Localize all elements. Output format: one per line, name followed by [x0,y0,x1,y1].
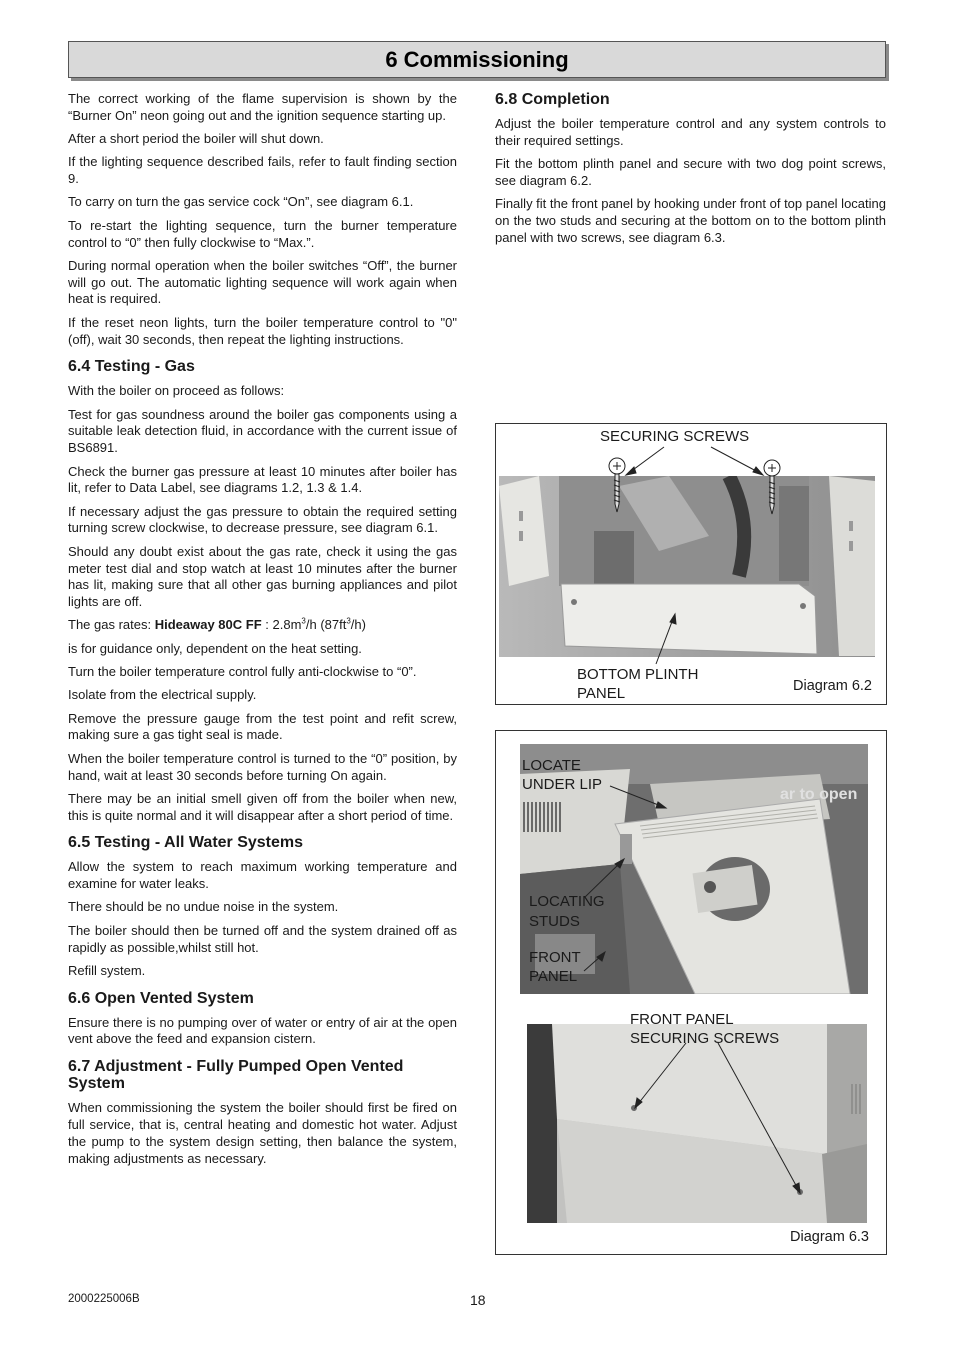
photo-overlay-text: ar to open [780,786,858,803]
paragraph: The boiler should then be turned off and the system drained off as rapidly as possible,whilst still hot. [68,922,457,955]
document-code: 2000225006B [68,1293,140,1305]
label-securing-screws: SECURING SCREWS [600,428,750,445]
screw-icon [609,458,625,512]
label-securing-screws: SECURING SCREWS [630,1030,780,1047]
model-name: Hideaway 80C FF [154,617,262,633]
heading-testing-water: 6.5 Testing - All Water Systems [68,834,304,852]
superscript: 3 [301,617,306,627]
leader-line [584,786,800,1193]
paragraph: Turn the boiler temperature control fully anti-clockwise to “0”. [68,664,417,680]
paragraph: When commissioning the system the boiler should first be fired on full service, that is, central heating and domestic hot water. Adjust the pump to the system design setting, then balance the system, making adjustments as necessary. [68,1100,457,1166]
left-column [68,91,457,1174]
diagram-6-3-callouts [496,731,888,1256]
label-bottom-plinth-panel: PANEL [577,685,626,702]
paragraph: Check the burner gas pressure at least 10 minutes after boiler has lit, refer to Data Label, see diagrams 1.2, 1.3 & 1.4. [68,463,457,496]
label-locating: LOCATING [529,893,605,910]
paragraph: There should be no undue noise in the system. [68,899,339,915]
paragraph: During normal operation when the boiler switches “Off”, the burner will go out. The automatic lighting sequence will work again when heat is required. [68,257,457,307]
paragraph: Ensure there is no pumping over of water or entry of air at the open vent above the feed and expansion cistern. [68,1014,457,1047]
heading-open-vented: 6.6 Open Vented System [68,989,254,1007]
gas-rate-line [68,617,457,634]
screw-icon [764,460,780,514]
heading-adjustment: 6.7 Adjustment - Fully Pumped Open Vented System [68,1058,404,1093]
gas-rate-value: : 2.8m [261,617,302,633]
paragraph: When the boiler temperature control is turned to the “0” position, by hand, wait at least 30 seconds before turning On again. [68,750,457,783]
label-front-panel: FRONT PANEL [630,1011,734,1028]
diagram-caption: Diagram 6.2 [793,678,872,694]
paragraph: There may be an initial smell given off from the boiler when new, this is quite normal and it will disappear after a short period of time. [68,790,457,823]
diagram-caption: Diagram 6.3 [790,1229,869,1245]
page-title: 6 Commissioning [385,47,569,72]
label-panel: PANEL [529,968,578,985]
diagram-6-3 [495,730,887,1255]
label-under-lip: UNDER LIP [522,776,603,793]
diagram-6-2 [495,423,887,705]
paragraph: If the lighting sequence described fails, refer to fault finding section 9. [68,154,457,187]
paragraph: Should any doubt exist about the gas rate, check it using the gas meter test dial and stop watch at least 10 minutes after the burner has lit, making sure that all other gas burning appliances and pilot lights are off. [68,543,457,610]
paragraph: After a short period the boiler will shut down. [68,131,324,147]
paragraph: Test for gas soundness around the boiler gas components using a suitable leak detection fluid, in accordance with the current issue of BS6891. [68,406,457,456]
label-studs: STUDS [529,913,580,930]
label-bottom-plinth: BOTTOM PLINTH [577,666,699,683]
gas-rate-imperial: /h (87ft [305,617,347,633]
paragraph: Allow the system to reach maximum working temperature and examine for water leaks. [68,859,457,892]
section-title-bar [68,41,886,78]
paragraph: Finally fit the front panel by hooking under front of top panel locating on the two studs and securing at the bottom on to the bottom plinth panel with two screws, see diagram 6.3. [495,196,886,245]
diagram-6-2-callouts [496,424,888,706]
page-number: 18 [470,1292,486,1308]
paragraph: Adjust the boiler temperature control and any system controls to their required settings. [495,116,886,148]
paragraph: If the reset neon lights, turn the boiler temperature control to "0" (off), wait 30 seconds, then repeat the lighting instructions. [68,314,457,347]
paragraph: Refill system. [68,962,146,978]
heading-completion: 6.8 Completion [495,91,610,108]
paragraph: The correct working of the flame supervision is shown by the “Burner On” neon going out and the ignition sequence starting up. [68,91,457,123]
superscript: 3 [346,617,351,627]
paragraph: To re-start the lighting sequence, turn the burner temperature control to “0” then fully clockwise to “Max.”. [68,217,457,250]
heading-testing-gas: 6.4 Testing - Gas [68,358,195,376]
paragraph: Fit the bottom plinth panel and secure with two dog point screws, see diagram 6.2. [495,156,886,188]
paragraph: Remove the pressure gauge from the test point and refit screw, making sure a gas tight seal is made. [68,710,457,743]
paragraph: To carry on turn the gas service cock “On”, see diagram 6.1. [68,194,414,210]
label-locate: LOCATE [522,757,581,774]
gas-rate-unit: /h) [350,617,366,633]
paragraph: If necessary adjust the gas pressure to obtain the required setting turning screw clockwise, to decrease pressure, see diagram 6.1. [68,503,457,536]
right-column [495,91,886,253]
paragraph: is for guidance only, dependent on the heat setting. [68,640,362,656]
leader-line [626,447,763,664]
paragraph: With the boiler on proceed as follows: [68,383,285,399]
gas-rate-prefix: The gas rates: [68,617,155,633]
paragraph: Isolate from the electrical supply. [68,687,257,703]
label-front: FRONT [529,949,581,966]
